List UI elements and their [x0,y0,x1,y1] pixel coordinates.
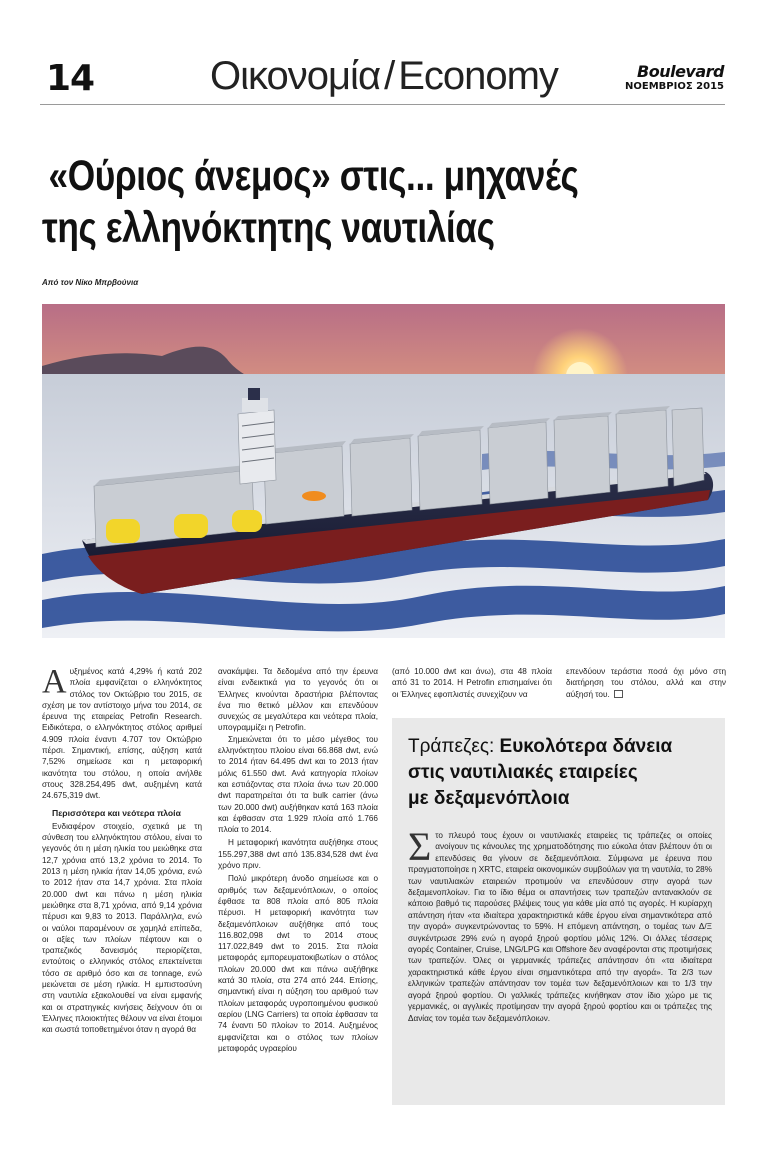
header-divider [40,104,725,105]
article-paragraph: Αυξημένος κατά 4,29% ή κατά 202 πλοία εμφανίζεται ο ελληνόκτητος στόλος τον Οκτώβριο του 2015, σε σχέση με τον αντίστοιχο μήνα του 2014, σε έρευνα της εταιρείας Petrofin Research. Ειδικότερα, ο ελληνόκτητος στόλος αριθμεί 4.909 πλοία έναντι 4.707 τον Οκτώβριο πέρσι. Σημαντική, επίσης, αύξηση κατά 7,52% σημείωσε και η μεταφορική ικανότητα του στόλου, η οποία ανήλθε στους 328.254,495 dwt, αυξημένη κατά 24.675,319 dwt. [42,663,202,801]
sidebar-text: Στο πλευρό τους έχουν οι ναυτιλιακές εταιρείες τις τράπεζες οι οποίες ανοίγουν τις κάνουλες της χρηματοδότησης πιο εύκολα όταν βλέπουν ότι οι επενδύσεις θα γίνουν σε δεξαμενόπλοια. Σύμφωνα με έρευνα που πραγματοποίησε η XRTC, εταιρεία οικονομικών συμβούλων για τη ναυτιλία, το 28% των ναυτιλιακών εταιρειών προτιμούν να επενδύσουν στην αγορά των δεξαμενοπλοίων. Για το ίδιο θέμα οι απαντήσεις των τραπεζών αντανακλούν σε κάποιο βαθμό τις παρούσες βλέψεις τους για κάθε μία από τις αγορές. Η κυρίαρχη απάντηση ήταν «τα ιδιαίτερα χαρακτηριστικά κάθε έργου είναι σημαντικότερα από την αγορά» συγκεντρώνοντας το 59%. Η επόμενη απάντηση, ο τομέας των Δ/Ξ συγκέντρωσε 29% ενώ η αγορά ξηρού φορτίου μόλις 12%. Οι άλλες τέσσερις αγορές Container, Cruise, LNG/LPG και Offshore δεν αναφέρονται στις προτιμήσεις των τραπεζών. Όλες οι γερμανικές τράπεζες απάντησαν ότι «τα ιδιαίτερα χαρακτηριστικά κάθε έργου είναι σημαντικότερα από την αγορά». Τα 2/3 των ελληνικών τραπεζών απάντησαν τον τομέα των δεξαμενόπλοιων και το 1/3 την αγορά ξηρού φορτίου. Οι γαλλικές τράπεζες κινήθηκαν στον ίδιο χώρο με τις γερμανικές, οι αγγλικές προτίμησαν την αγορά ξηρού φορτίου και οι τράπεζες της Δανίας τον τομέα των δεξαμενόπλοιων. [408,824,712,1023]
article-column-1 [42,663,202,1036]
brand-logo-text: Boulevard [637,62,724,81]
article-paragraph: Πολύ μικρότερη άνοδο σημείωσε και ο αριθμός των δεξαμενόπλοιων, ο οποίος έφθασε τα 808 πλοία από 805 πλοία πέρυσι. Η μεταφορική ικανότητα των δεξαμενόπλοιων αυξήθηκε από τους 116.802,098 dwt το 2014 στους 117.022,849 dwt το 2015. Στα πλοία μεταφοράς εμπορευματοκιβωτίων ο στόλος πλοίων 20.000 dwt και πάνω αυξήθηκε κατά 30 πλοία, στα 274 από 244. Επίσης, σημαντική είναι η αύξηση του αριθμού των πλοίων μεταφοράς υγροποιημένου φυσικού αερίου (LNG Carriers) τα οποία έφθασαν τα 74 έναντι 50 πλοίων το 2014. Αυξημένος εμφανίζεται και ο στόλος των πλοίων μεταφοράς υγραερίου [218,874,378,1053]
issue-date: ΝΟΕΜΒΡΙΟΣ 2015 [625,81,724,92]
article-column-2 [218,666,378,1054]
article-column-3 [392,666,552,700]
article-title-line2: της ελληνόκτητης ναυτιλίας [42,204,495,252]
sidebar-title-line2: στις ναυτιλιακές εταιρείες [408,762,638,783]
article-paragraph: Σημειώνεται ότι το μέσο μέγεθος του ελληνόκτητου πλοίου είναι 66.868 dwt, ενώ το 2014 ήταν 64.495 dwt και το 2013 ήταν μόλις 61.550 dwt. Ανά κατηγορία πλοίων και εστιάζοντας στα πλοία άνω των 20.000 dwt παρατηρείται ότι τα bulk carrier (άνω των 20.000 dwt) αυξήθηκαν κατά 163 πλοία και έφθασαν στα 1.929 πλοία από 1.766 πλοία το 2014. [218,734,378,835]
sidebar-title-light: Τράπεζες: [408,736,495,757]
article-paragraph: Ενδιαφέρον στοιχείο, σχετικά με τη σύνθεση του ελληνόκτητου στόλου, είναι το γεγονός ότι η μέση ηλικία του μειώθηκε στα 12,7 χρόνια από 13,2 χρόνια το 2014. Το 2013 η μέση ηλικία ήταν 14,05 χρόνια, ενώ το 2012 ήταν στα 14,7 χρόνια. Στα πλοία 20.000 dwt και πάνω η μέση ηλικία μειώθηκε στα 8,71 χρόνια, από 9,14 χρόνια πέρυσι και 9,83 το 2013. Παράλληλα, ενώ οι ναύλοι παραμένουν σε χαμηλά επίπεδα, οι αξίες των πλοίων πέφτουν και ο τραπεζικός δανεισμός περιορίζεται, εντούτοις ο ελληνικός στόλος επεκτείνεται τόσο σε αριθμό όσο και σε tonnage, ενώ μειώνεται σε μέση ηλικία. Η εμπιστοσύνη στη ναυτιλία εξακολουθεί να είναι εμφανής και οι στρατηγικές κινήσεις δείχνουν ότι οι Έλληνες πλοιοκτήτες θέλουν να είναι έτοιμοι και σωστά τοποθετημένοι όταν η αγορά θα [42,821,202,1035]
section-title-greek: Οικονομία [210,54,381,98]
article-paragraph: ανακάμψει. Τα δεδομένα από την έρευνα είναι ενδεικτικά για το γεγονός ότι οι Έλληνες κινούνται δραστήρια βλέποντας ένα πιο θετικό μέλλον και επενδύουν συνεχώς σε μεγαλύτερα και νεότερα πλοία, υπογραμμίζει η Petrofin. [218,667,378,733]
article-title-line1: «Ούριος άνεμος» στις... μηχανές [48,152,579,200]
article-title [42,150,616,254]
end-of-article-icon [614,690,623,698]
section-separator: / [384,54,395,98]
sidebar-box [392,718,725,1105]
publication-brand [625,64,724,92]
section-title-english: Economy [398,54,558,98]
container-ship-illustration [42,304,725,638]
sidebar-title-bold: Ευκολότερα δάνεια [499,736,673,757]
byline: Από τον Νίκο Μπρβούνια [42,278,139,287]
article-column-4 [566,666,726,700]
sidebar-title [408,734,718,812]
sidebar-drop-cap: Σ [408,824,432,869]
ship-photo [42,304,725,638]
section-title [210,54,558,99]
sidebar-title-line3: με δεξαμενόπλοια [408,788,570,809]
subheading: Περισσότερα και νεότερα πλοία [52,807,181,818]
article-paragraph: επενδύουν τεράστια ποσά όχι μόνο στη διατήρηση του στόλου, αλλά και στην αύξησή του. [566,667,726,699]
article-paragraph: (από 10.000 dwt και άνω), στα 48 πλοία από 31 το 2014. Η Petrofin επισημαίνει ότι οι Έλληνες εφοπλιστές συνεχίζουν να [392,667,552,699]
drop-cap: Α [42,663,67,700]
page-number: 14 [46,58,95,99]
article-paragraph: Η μεταφορική ικανότητα αυξήθηκε στους 155.297,388 dwt από 135.834,528 dwt ένα χρόνο πριν. [218,838,378,871]
